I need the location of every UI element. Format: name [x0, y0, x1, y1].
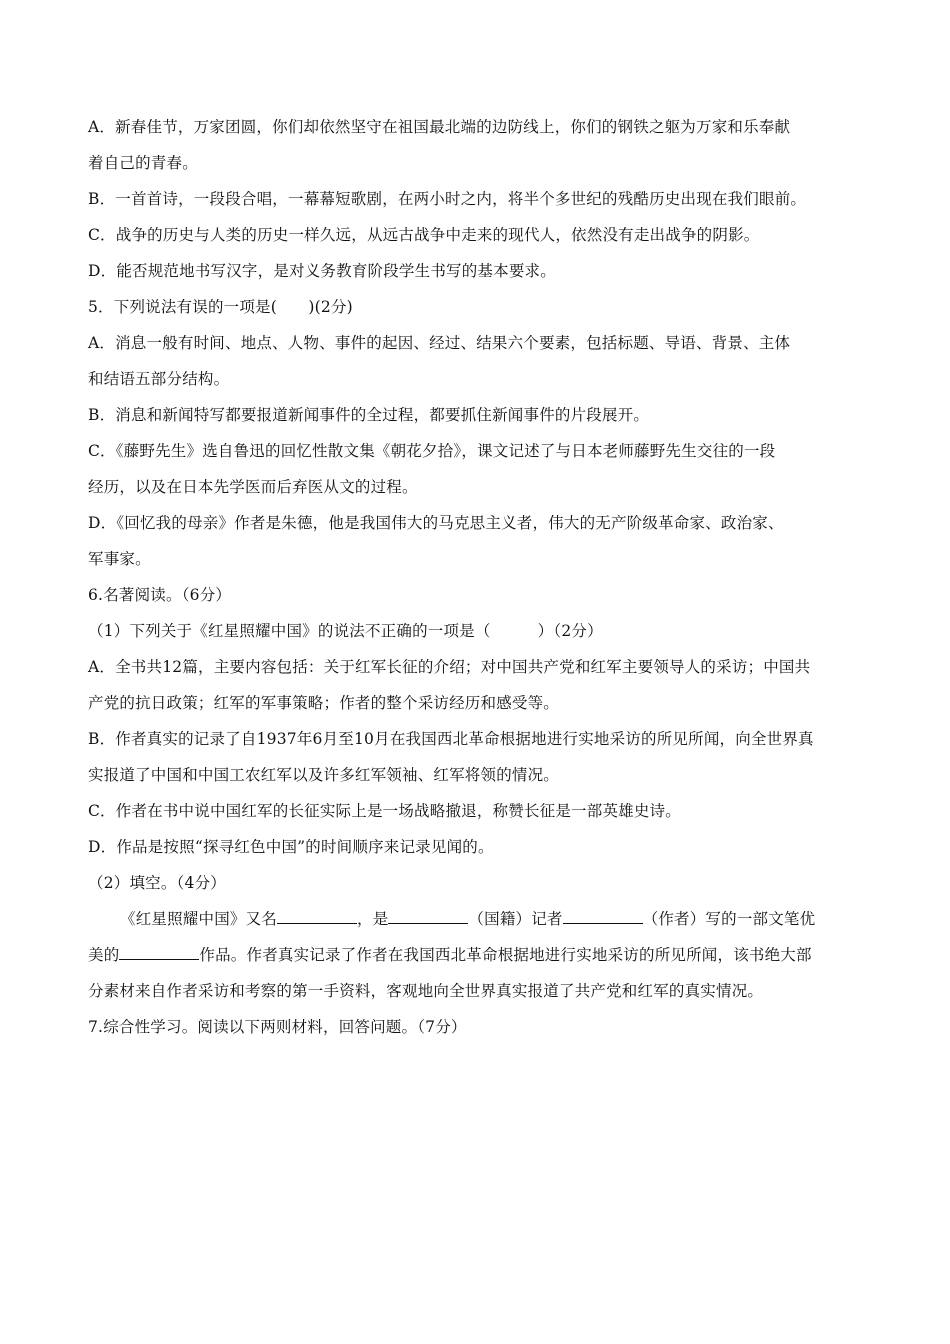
q5-option-a-line2: 和结语五部分结构。	[88, 370, 230, 388]
fill-text: 《红星照耀中国》又名	[120, 910, 278, 928]
fill-text: （作者）写的一部文笔优	[642, 910, 816, 928]
q6-option-d: D．作品是按照“探寻红色中国”的时间顺序来记录见闻的。	[88, 838, 494, 856]
fill-text: 作品。作者真实记录了作者在我国西北革命根据地进行实地采访的所见所闻，该书绝大部	[199, 946, 812, 964]
answer-blank-1[interactable]	[277, 909, 357, 924]
answer-blank-2[interactable]	[388, 909, 468, 924]
q6-fill-line3: 分素材来自作者采访和考察的第一手资料，客观地向全世界真实报道了共产党和红军的真实情况。	[88, 982, 764, 1000]
q4-option-a-line1: A．新春佳节，万家团圆，你们却依然坚守在祖国最北端的边防线上，你们的钢铁之躯为万家和乐奉献	[88, 118, 791, 136]
q6-option-a-line1: A．全书共12篇，主要内容包括：关于红军长征的介绍；对中国共产党和红军主要领导人的采访；中国共	[88, 658, 811, 676]
answer-blank-3[interactable]	[563, 909, 643, 924]
q4-option-c: C．战争的历史与人类的历史一样久远，从远古战争中走来的现代人，依然没有走出战争的阴影。	[88, 226, 760, 244]
fill-text: （国籍）记者	[468, 910, 563, 928]
q4-option-d: D．能否规范地书写汉字，是对义务教育阶段学生书写的基本要求。	[88, 262, 556, 280]
fill-text: 美的	[88, 946, 120, 964]
q5-option-d-line1: D．《回忆我的母亲》作者是朱德，他是我国伟大的马克思主义者，伟大的无产阶级革命家、政治家、	[88, 514, 784, 532]
q5-option-c-line2: 经历，以及在日本先学医而后弃医从文的过程。	[88, 478, 418, 496]
answer-blank-4[interactable]	[119, 945, 199, 960]
q7-stem: 7.综合性学习。阅读以下两则材料，回答问题。（7分）	[88, 1018, 467, 1036]
q5-option-a-line1: A．消息一般有时间、地点、人物、事件的起因、经过、结果六个要素，包括标题、导语、背景、主体	[88, 334, 791, 352]
q5-option-d-line2: 军事家。	[88, 550, 151, 568]
q6-option-a-line2: 产党的抗日政策；红军的军事策略；作者的整个采访经历和感受等。	[88, 694, 560, 712]
q6-fill-line1	[120, 909, 815, 929]
q5-option-c-line1: C．《藤野先生》选自鲁迅的回忆性散文集《朝花夕拾》，课文记述了与日本老师藤野先生交往的一段	[88, 442, 776, 460]
q5-option-b: B．消息和新闻特写都要报道新闻事件的全过程，都要抓住新闻事件的片段展开。	[88, 406, 650, 424]
q6-fill-line2	[88, 945, 812, 965]
q5-stem: 5．下列说法有误的一项是( )(2分)	[88, 298, 353, 316]
fill-text: ，是	[357, 910, 389, 928]
q4-option-a-line2: 着自己的青春。	[88, 154, 198, 172]
q6-stem: 6.名著阅读。（6分）	[88, 586, 232, 604]
q4-option-b: B．一首首诗，一段段合唱，一幕幕短歌剧，在两小时之内，将半个多世纪的残酷历史出现在我们眼前。	[88, 190, 807, 208]
q6-option-b-line2: 实报道了中国和中国工农红军以及许多红军领袖、红军将领的情况。	[88, 766, 560, 784]
q6-option-b-line1: B．作者真实的记录了自1937年6月至10月在我国西北革命根据地进行实地采访的所见所闻，向全世界真	[88, 730, 814, 748]
q6-option-c: C．作者在书中说中国红军的长征实际上是一场战略撤退，称赞长征是一部英雄史诗。	[88, 802, 681, 820]
q6-sub1: （1）下列关于《红星照耀中国》的说法不正确的一项是（ ）（2分）	[88, 622, 603, 640]
q6-sub2: （2）填空。（4分）	[88, 874, 226, 892]
